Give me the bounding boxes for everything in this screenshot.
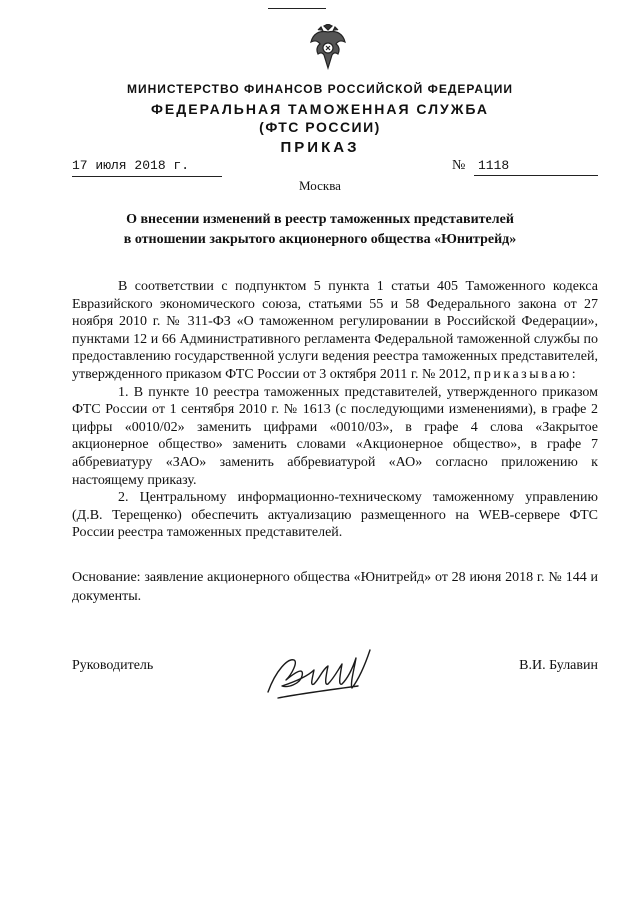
service-name: ФЕДЕРАЛЬНАЯ ТАМОЖЕННАЯ СЛУЖБА: [150, 101, 490, 117]
top-rule: [268, 8, 326, 9]
title-line-1: О внесении изменений в реестр таможенных представителей: [126, 212, 514, 227]
order-number-label: №: [452, 158, 466, 173]
title-line-2: в отношении закрытого акционерного общества «Юнитрейд»: [123, 232, 517, 247]
item-2: 2. Центральному информационно-техническому таможенному управлению (Д.В. Терещенко) обеспечить актуализацию размещенного на WEB-сервере ФТС России реестра таможенных представителей.: [72, 490, 598, 541]
basis-paragraph: Основание: заявление акционерного общества «Юнитрейд» от 28 июня 2018 г. № 144 и документы.: [72, 570, 598, 604]
signatory-role: Руководитель: [72, 658, 154, 673]
order-word: приказываю:: [473, 366, 579, 382]
service-short-name: (ФТС РОССИИ): [259, 119, 381, 135]
intro-text: В соответствии с подпунктом 5 пункта 1 статьи 405 Таможенного кодекса Евразийского экономического союза, статьями 55 и 58 Федерального закона от 27 ноября 2010 г. № 311-ФЗ «О таможенном регулировании в Российской Федерации», пунктами 12 и 66 Административного регламента Федеральной таможенной службы по предоставлению государственной услуги ведения реестра таможенных представителей, утвержденного приказом ФТС России от 3 октября 2011 г. № 2012,: [72, 279, 598, 382]
order-date: 17 июля 2018 г.: [72, 158, 222, 177]
ministry-name: МИНИСТЕРСТВО ФИНАНСОВ РОССИЙСКОЙ ФЕДЕРАЦИИ: [126, 82, 514, 96]
document-body: [72, 278, 598, 542]
item-1: 1. В пункте 10 реестра таможенных представителей, утвержденного приказом ФТС России от 1 сентября 2010 г. № 1613 (с последующими изменениями), в графе 2 цифры «0010/02» заменить цифрами «0010/03», в графе 4 слова «Закрытое акционерное общество» заменить словами «Акционерное общество», в графе 7 аббревиатуру «ЗАО» заменить аббревиатурой «АО» согласно приложению к настоящему приказу.: [72, 384, 598, 488]
signatory-name: В.И. Булавин: [519, 658, 598, 673]
coat-of-arms-icon: [309, 24, 347, 70]
intro-paragraph: [72, 278, 598, 384]
order-number: 1118: [474, 158, 598, 176]
document-type: ПРИКАЗ: [280, 139, 360, 156]
city: Москва: [299, 178, 341, 193]
handwritten-signature: [258, 640, 388, 710]
document-title: [0, 210, 640, 250]
